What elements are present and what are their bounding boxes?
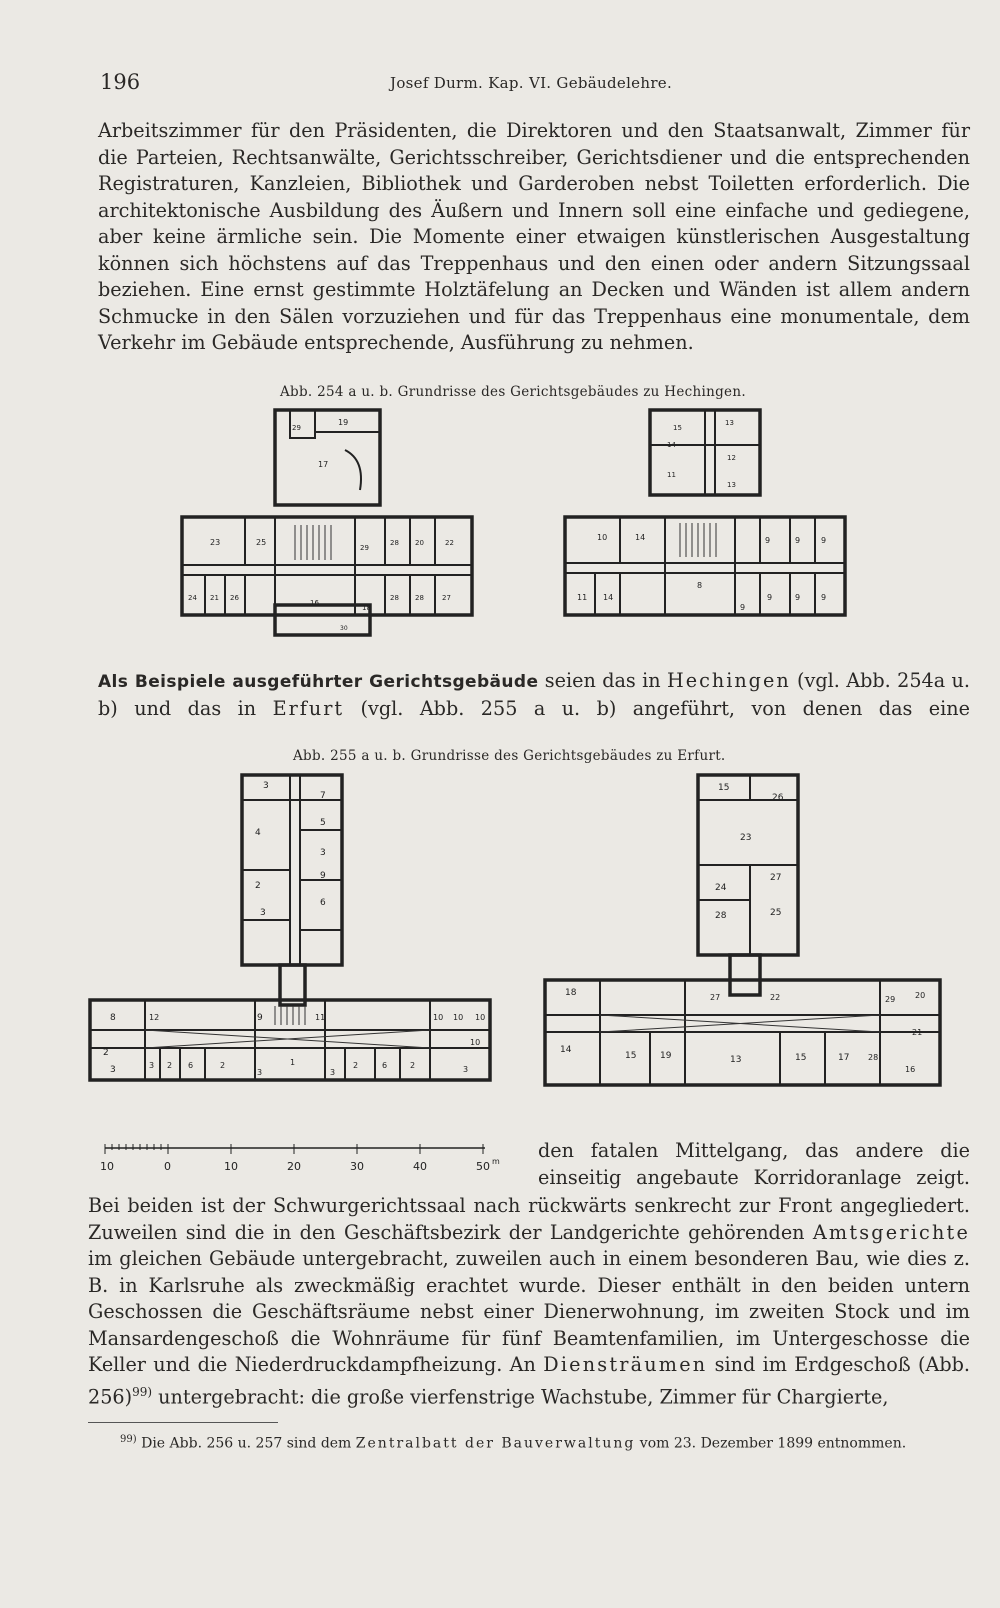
plan-label: 9 xyxy=(320,871,326,881)
plan-label: 3 xyxy=(149,1061,155,1070)
plan-label: 2 xyxy=(410,1061,416,1070)
plan-label: 29 xyxy=(360,544,369,552)
plan-label: 9 xyxy=(257,1013,263,1023)
plan-label: 28 xyxy=(390,539,399,547)
plan-label: 3 xyxy=(330,1068,336,1077)
footnote-ref: 99) xyxy=(132,1384,153,1399)
plan-label: 3 xyxy=(257,1068,263,1077)
plan-label: 27 xyxy=(770,873,782,883)
term-dienstraeumen: Diensträumen xyxy=(543,1353,708,1376)
footnote-rule xyxy=(88,1422,278,1423)
plan-label: 3 xyxy=(320,848,326,858)
plan-label: 15 xyxy=(795,1053,807,1063)
scale-bar xyxy=(100,1140,500,1180)
plan-label: 2 xyxy=(167,1061,173,1070)
plan-label: 15 xyxy=(625,1051,637,1061)
plan-label: 20 xyxy=(415,539,424,547)
plan-label: 24 xyxy=(188,594,197,602)
paragraph-2: Als Beispiele ausgeführter Gerichtsgebäude seien das in Hechingen (vgl. Abb. 254a u. b) und das in Erfurt (vgl. Abb. 255 a u. b) angeführt, von denen das eine xyxy=(98,669,971,720)
plan-label: 3 xyxy=(260,908,266,918)
plan-label: 10 xyxy=(597,533,608,542)
plan-label: 2 xyxy=(255,881,261,891)
plan-label: 23 xyxy=(210,538,221,547)
scale-unit: m xyxy=(492,1157,500,1166)
plan-label: 11 xyxy=(315,1013,326,1022)
page-number: 196 xyxy=(100,70,141,94)
plan-label: 10 xyxy=(475,1013,486,1022)
plan-label: 9 xyxy=(740,603,746,612)
plan-label: 12 xyxy=(149,1013,160,1022)
plan-label: 26 xyxy=(772,793,784,803)
paragraph-1: Arbeitszimmer für den Präsidenten, die Direktoren und den Staatsanwalt, Zimmer für die Parteien, Rechtsanwälte, Gerichtsschreiber, Gerichtsdiener und die entsprechenden Registraturen, Kanzleien, Bibliothek und Garderoben nebst Toiletten erforderlich. Die architektonische Ausbildung des Äußern und Innern soll eine einfache und gediegene, aber keine ärmliche sein. Die Momente einer etwaigen künstlerischen Ausgestaltung können sich höchstens auf das Treppenhaus und den einen oder andern Sitzungssaal beziehen. Eine ernst gestimmte Holztäfelung an Decken und Wänden ist allem andern Schmucke in den Sälen vorzuziehen und für das Treppenhaus eine monumentale, dem Verkehr im Gebäude entsprechende, Ausführung zu nehmen. xyxy=(98,119,970,354)
plan-label: 11 xyxy=(667,471,676,479)
plan-label: 3 xyxy=(463,1065,469,1074)
plan-label: 17 xyxy=(318,460,329,469)
running-header xyxy=(100,70,960,100)
plan-label: 9 xyxy=(795,593,801,602)
plan-label: 18 xyxy=(362,604,371,612)
footnote-source: Zentralbatt der Bauverwaltung xyxy=(355,1435,636,1452)
footnote: $^{99)}$ Die Abb. 256 u. 257 sind dem Zentralbatt der Bauverwaltung vom 23. Dezember 1899 entnommen. xyxy=(120,1434,907,1452)
plan-label: 21 xyxy=(912,1028,923,1037)
scale-label: 0 xyxy=(164,1160,171,1173)
plan-label: 23 xyxy=(740,833,752,843)
term-amtsgerichte: Amtsgerichte xyxy=(812,1220,970,1244)
plan-label: 19 xyxy=(660,1051,672,1061)
plan-label: 6 xyxy=(320,898,326,908)
plan-label: 2 xyxy=(220,1061,226,1070)
plan-label: 29 xyxy=(292,424,301,432)
floor-plan-erfurt-b xyxy=(540,770,960,1125)
bold-lead: Als Beispiele ausgeführter Gerichtsgebäude xyxy=(98,672,539,692)
plan-label: 1 xyxy=(290,1058,296,1067)
plan-label: 14 xyxy=(603,593,614,602)
floor-plan-hechingen-b xyxy=(555,405,895,650)
plan-label: 5 xyxy=(320,818,326,828)
plan-label: 28 xyxy=(415,594,424,602)
paragraph-2-continued: den fatalen Mittelgang, das andere die einseitig angebaute Korridoranlage zeigt. xyxy=(538,1139,970,1189)
plan-label: 20 xyxy=(915,991,926,1000)
plan-label: 28 xyxy=(390,594,399,602)
scale-label: 10 xyxy=(224,1160,238,1173)
place-hechingen: Hechingen xyxy=(667,669,791,692)
plan-label: 28 xyxy=(868,1053,879,1062)
plan-label: 22 xyxy=(445,539,454,547)
scale-label: 30 xyxy=(350,1160,364,1173)
footnote-mark: 99) xyxy=(120,1434,137,1445)
floor-plan-erfurt-a xyxy=(85,770,505,1125)
plan-label: 13 xyxy=(730,1055,742,1065)
plan-label: 18 xyxy=(565,988,577,998)
plan-label: 8 xyxy=(697,581,703,590)
scale-label: 10 xyxy=(100,1160,114,1173)
plan-label: 19 xyxy=(338,418,349,427)
plan-label: 9 xyxy=(767,593,773,602)
plan-label: 13 xyxy=(725,419,734,427)
floor-plan-hechingen-a xyxy=(170,405,500,650)
plan-label: 8 xyxy=(110,1013,116,1023)
plan-label: 13 xyxy=(727,481,736,489)
scale-label: 40 xyxy=(413,1160,427,1173)
plan-label: 26 xyxy=(230,594,239,602)
plan-label: 11 xyxy=(577,593,588,602)
plan-label: 9 xyxy=(795,536,801,545)
plan-label: 10 xyxy=(433,1013,444,1022)
plan-label: 14 xyxy=(635,533,646,542)
plan-label: 6 xyxy=(188,1061,194,1070)
plan-label: 29 xyxy=(885,995,896,1004)
plan-label: 30 xyxy=(340,625,348,632)
plan-label: 9 xyxy=(821,593,827,602)
plan-label: 9 xyxy=(821,536,827,545)
plan-label: 25 xyxy=(256,538,267,547)
plan-label: 12 xyxy=(727,454,736,462)
plan-label: 24 xyxy=(715,883,727,893)
plan-label: 17 xyxy=(838,1053,850,1063)
plan-label: 16 xyxy=(905,1065,916,1074)
plan-label: 4 xyxy=(255,828,261,838)
plan-label: 27 xyxy=(710,993,721,1002)
running-head: Josef Durm. Kap. VI. Gebäudelehre. xyxy=(390,74,673,92)
scale-label: 20 xyxy=(287,1160,301,1173)
plan-label: 3 xyxy=(110,1065,116,1075)
place-erfurt: Erfurt xyxy=(272,696,345,720)
figure-254-caption: Abb. 254 a u. b. Grundrisse des Gerichtsgebäudes zu Hechingen. xyxy=(280,384,746,400)
paragraph-3: Bei beiden ist der Schwurgerichtssaal nach rückwärts senkrecht zur Front angegliedert. Zuweilen sind die in den Geschäftsbezirk der Landgerichte gehörenden Amtsgerichte im gleichen Gebäude untergebracht, zuweilen auch in einem besonderen Bau, wie dies z. B. in Karlsruhe als zweckmäßig erachtet wurde. Dieser enthält in den beiden untern Geschossen die Geschäftsräume nebst einer Dienerwohnung, im zweiten Stock und im Mansardengeschoß die Wohnräume für fünf Beamtenfamilien, im Untergeschosse die Keller und die Niederdruckdampfheizung. An Diensträumen sind im Erdgeschoß (Abb. 256)$^{99)}$ untergebracht: die große vierfenstrige Wachstube, Zimmer für Chargierte, xyxy=(88,1194,970,1408)
plan-label: 22 xyxy=(770,993,781,1002)
plan-label: 16 xyxy=(310,599,319,607)
plan-label: 9 xyxy=(765,536,771,545)
plan-label: 10 xyxy=(453,1013,464,1022)
plan-label: 15 xyxy=(718,783,730,793)
scale-label: 50 xyxy=(476,1160,490,1173)
plan-label: 3 xyxy=(263,781,269,791)
plan-label: 28 xyxy=(715,911,727,921)
plan-label: 14 xyxy=(667,441,676,449)
plan-label: 6 xyxy=(382,1061,388,1070)
plan-label: 25 xyxy=(770,908,782,918)
plan-label: 2 xyxy=(103,1048,109,1058)
plan-label: 10 xyxy=(470,1038,481,1047)
plan-label: 21 xyxy=(210,594,219,602)
plan-label: 15 xyxy=(673,424,682,432)
plan-label: 27 xyxy=(442,594,451,602)
plan-label: 2 xyxy=(353,1061,359,1070)
figure-255-caption: Abb. 255 a u. b. Grundrisse des Gerichtsgebäudes zu Erfurt. xyxy=(293,748,726,764)
plan-label: 7 xyxy=(320,791,326,801)
plan-label: 14 xyxy=(560,1045,572,1055)
